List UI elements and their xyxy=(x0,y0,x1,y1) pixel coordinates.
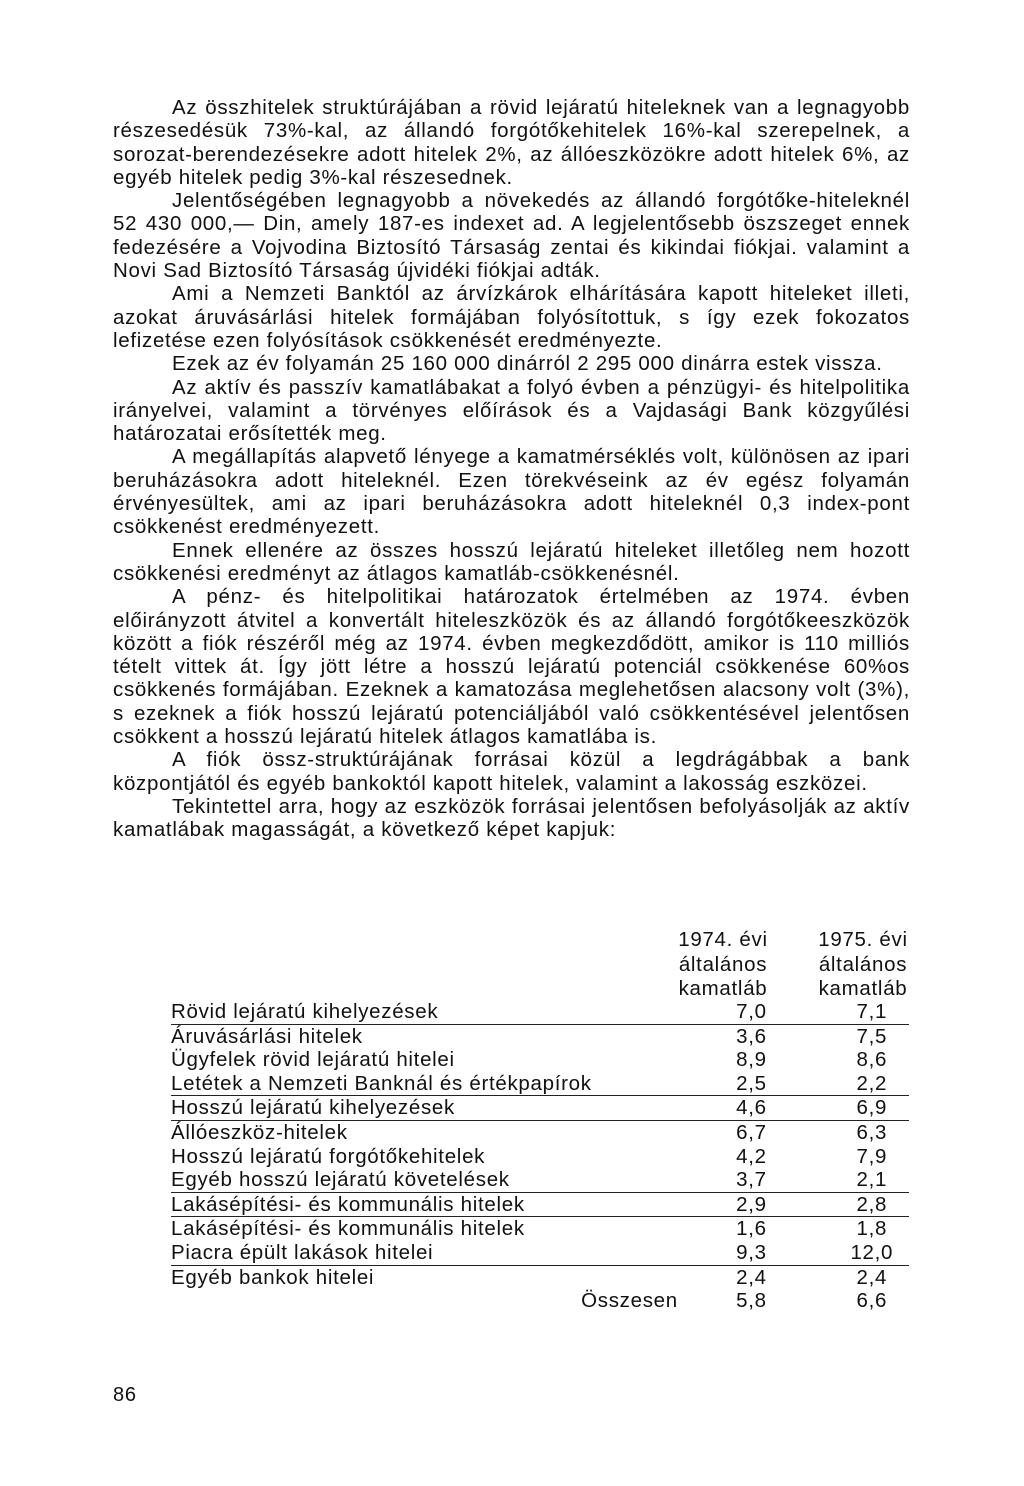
value-1975: 7,9 xyxy=(856,1144,888,1168)
column-gap xyxy=(797,1120,835,1144)
table-row xyxy=(171,1241,909,1265)
row-label: Letétek a Nemzeti Banknál és értékpapírok xyxy=(171,1072,706,1096)
table-row xyxy=(171,1048,909,1072)
value-1975: 2,8 xyxy=(835,1192,909,1217)
column-gap xyxy=(797,1024,835,1048)
value-1975: 2,1 xyxy=(835,1168,909,1192)
table-row xyxy=(171,1192,909,1217)
row-label: Lakásépítési- és kommunális hitelek xyxy=(171,1217,525,1241)
column-header-1975 xyxy=(814,928,912,1002)
row-label: Ügyfelek rövid lejáratú hitelei xyxy=(171,1048,455,1072)
row-label: Egyéb hosszú lejáratú követelések xyxy=(171,1168,706,1192)
table-row xyxy=(171,1217,909,1241)
column-gap xyxy=(797,1096,835,1121)
paragraph-9: A fiók össz-struktúrájának forrásai közül a legdrágábbak a bank központjától és egyéb bankoktól kapott hitelek, valamint a lakosság eszközei. xyxy=(113,748,910,795)
paragraph-10: Tekintettel arra, hogy az eszközök forrásai jelentősen befolyásolják az aktív kamatlábak magasságát, a következő képet kapjuk: xyxy=(113,794,910,842)
header-line: kamatláb xyxy=(678,977,768,1000)
value-1975: 6,3 xyxy=(856,1120,888,1144)
value-1974: 3,7 xyxy=(706,1168,797,1192)
value-1975: 7,1 xyxy=(835,1000,909,1024)
column-gap xyxy=(797,1168,835,1192)
column-gap xyxy=(797,1072,835,1096)
header-line: általános xyxy=(818,952,908,976)
table-row xyxy=(171,1145,909,1169)
value-1974: 8,9 xyxy=(736,1048,767,1072)
value-1974: 2,5 xyxy=(706,1072,797,1096)
column-gap xyxy=(797,1048,835,1072)
table-total-row xyxy=(171,1289,909,1313)
table-row xyxy=(171,1024,909,1048)
row-label: Piacra épült lakások hitelei xyxy=(171,1241,706,1265)
table-row xyxy=(171,1168,909,1192)
paragraph-2: Jelentőségében legnagyobb a növekedés az állandó forgótőke-hiteleknél 52 430 000,— Din, amely 187-es indexet ad. A legjelentősebb öszszeget ennek fedezésére a Vojvodina Biztosító Társaság zentai és kikindai fiókjai. valamint a Novi Sad Biztosító Társaság újvidéki fiókjai adták. xyxy=(113,189,910,283)
table-row xyxy=(171,1000,909,1024)
rates-table-body xyxy=(171,1000,909,1313)
row-label: Hosszú lejáratú forgótőkehitelek xyxy=(171,1144,486,1168)
paragraph-6: A megállapítás alapvető lényege a kamatmérséklés volt, különösen az ipari beruházásokra adott hiteleknél. Ezen törekvéseink az év egész folyamán érvényesültek, ami az ipari beruházásokra adott hiteleknél 0,3 index-pont csökkenést eredményezett. xyxy=(113,445,910,539)
table-row xyxy=(171,1265,909,1289)
page-number: 86 xyxy=(113,1384,137,1406)
value-1975: 6,6 xyxy=(856,1289,888,1313)
column-gap xyxy=(797,1217,835,1241)
row-label: Rövid lejáratú kihelyezések xyxy=(171,1000,706,1024)
body-text xyxy=(113,96,910,842)
value-1974: 2,4 xyxy=(736,1265,767,1289)
column-gap xyxy=(797,1289,835,1313)
paragraph-4: Ezek az év folyamán 25 160 000 dinárról 2 295 000 dinárra estek vissza. xyxy=(172,352,883,376)
column-gap xyxy=(797,1000,835,1024)
column-header-1974 xyxy=(674,928,772,1002)
value-1975: 12,0 xyxy=(835,1241,909,1265)
paragraph-1: Az összhitelek struktúrájában a rövid lejáratú hiteleknek van a legnagyobb részesedésük 73%-kal, az állandó forgótőkehitelek 16%-kal szerepelnek, a sorozat-berendezésekre adott hitelek 2%, az állóeszközökre adott hitelek 6%, az egyéb hitelek pedig 3%-kal részesednek. xyxy=(113,96,910,189)
column-gap xyxy=(797,1145,835,1169)
row-label: Lakásépítési- és kommunális hitelek xyxy=(171,1192,706,1217)
value-1974: 5,8 xyxy=(736,1289,767,1313)
header-line: 1975. évi xyxy=(818,928,908,951)
row-label: Állóeszköz-hitelek xyxy=(171,1120,348,1144)
header-line: kamatláb xyxy=(818,977,908,1000)
column-gap xyxy=(797,1192,835,1217)
column-gap xyxy=(797,1265,835,1289)
value-1975: 7,5 xyxy=(856,1024,888,1048)
paragraph-5: Az aktív és passzív kamatlábakat a folyó évben a pénzügyi- és hitelpolitika irányelvei, valamint a törvényes előírások és a Vajdasági Bank közgyűlési határozatai erősítették meg. xyxy=(113,375,910,446)
table-header xyxy=(113,928,910,1002)
header-line: általános xyxy=(678,952,768,976)
value-1974: 1,6 xyxy=(736,1217,767,1241)
value-1974: 9,3 xyxy=(706,1241,797,1265)
paragraph-7: Ennek ellenére az összes hosszú lejáratú hiteleket illetőleg nem hozott csökkenési eredményt az átlagos kamatláb-csökkenésnél. xyxy=(113,538,910,585)
row-label: Összesen xyxy=(581,1289,678,1313)
table-row xyxy=(171,1096,909,1121)
value-1975: 8,6 xyxy=(856,1048,888,1072)
paragraph-8: A pénz- és hitelpolitikai határozatok értelmében az 1974. évben előirányzott átvitel a konvertált hiteleszközök és az állandó forgótőkeeszközök között a fiók részéről még az 1974. évben megkezdődött, amikor is 110 milliós tételt vittek át. Így jött létre a hosszú lejáratú potenciál csökkenése 60%os csökkenés formájában. Ezeknek a kamatozása meglehetősen alacsony volt (3%), s ezeknek a fiók hosszú lejáratú potenciáljából való csökkentésével jelentősen csökkent a hosszú lejáratú hitelek átlagos kamatlába is. xyxy=(113,585,910,749)
value-1975: 2,4 xyxy=(856,1265,888,1289)
value-1975: 1,8 xyxy=(856,1217,888,1241)
value-1974: 3,6 xyxy=(736,1024,767,1048)
value-1974: 6,7 xyxy=(736,1120,767,1144)
row-label: Áruvásárlási hitelek xyxy=(171,1024,363,1048)
value-1975: 2,2 xyxy=(835,1072,909,1096)
value-1974: 2,9 xyxy=(706,1192,797,1217)
table-row xyxy=(171,1072,909,1096)
value-1974: 7,0 xyxy=(706,1000,797,1024)
header-line: 1974. évi xyxy=(678,928,768,951)
interest-rate-table xyxy=(113,928,910,1313)
value-1974: 4,6 xyxy=(706,1096,797,1121)
value-1974: 4,2 xyxy=(736,1144,767,1168)
value-1975: 6,9 xyxy=(835,1096,909,1121)
row-label: Egyéb bankok hitelei xyxy=(171,1265,375,1289)
column-gap xyxy=(797,1241,835,1265)
table-row xyxy=(171,1120,909,1144)
row-label: Hosszú lejáratú kihelyezések xyxy=(171,1096,706,1121)
paragraph-3: Ami a Nemzeti Banktól az árvízkárok elhárítására kapott hiteleket illeti, azokat áruvásárlási hitelek formájában folyósítottuk, s így ezek fokozatos lefizetése ezen folyósítások csökkenését eredményezte. xyxy=(113,282,910,352)
